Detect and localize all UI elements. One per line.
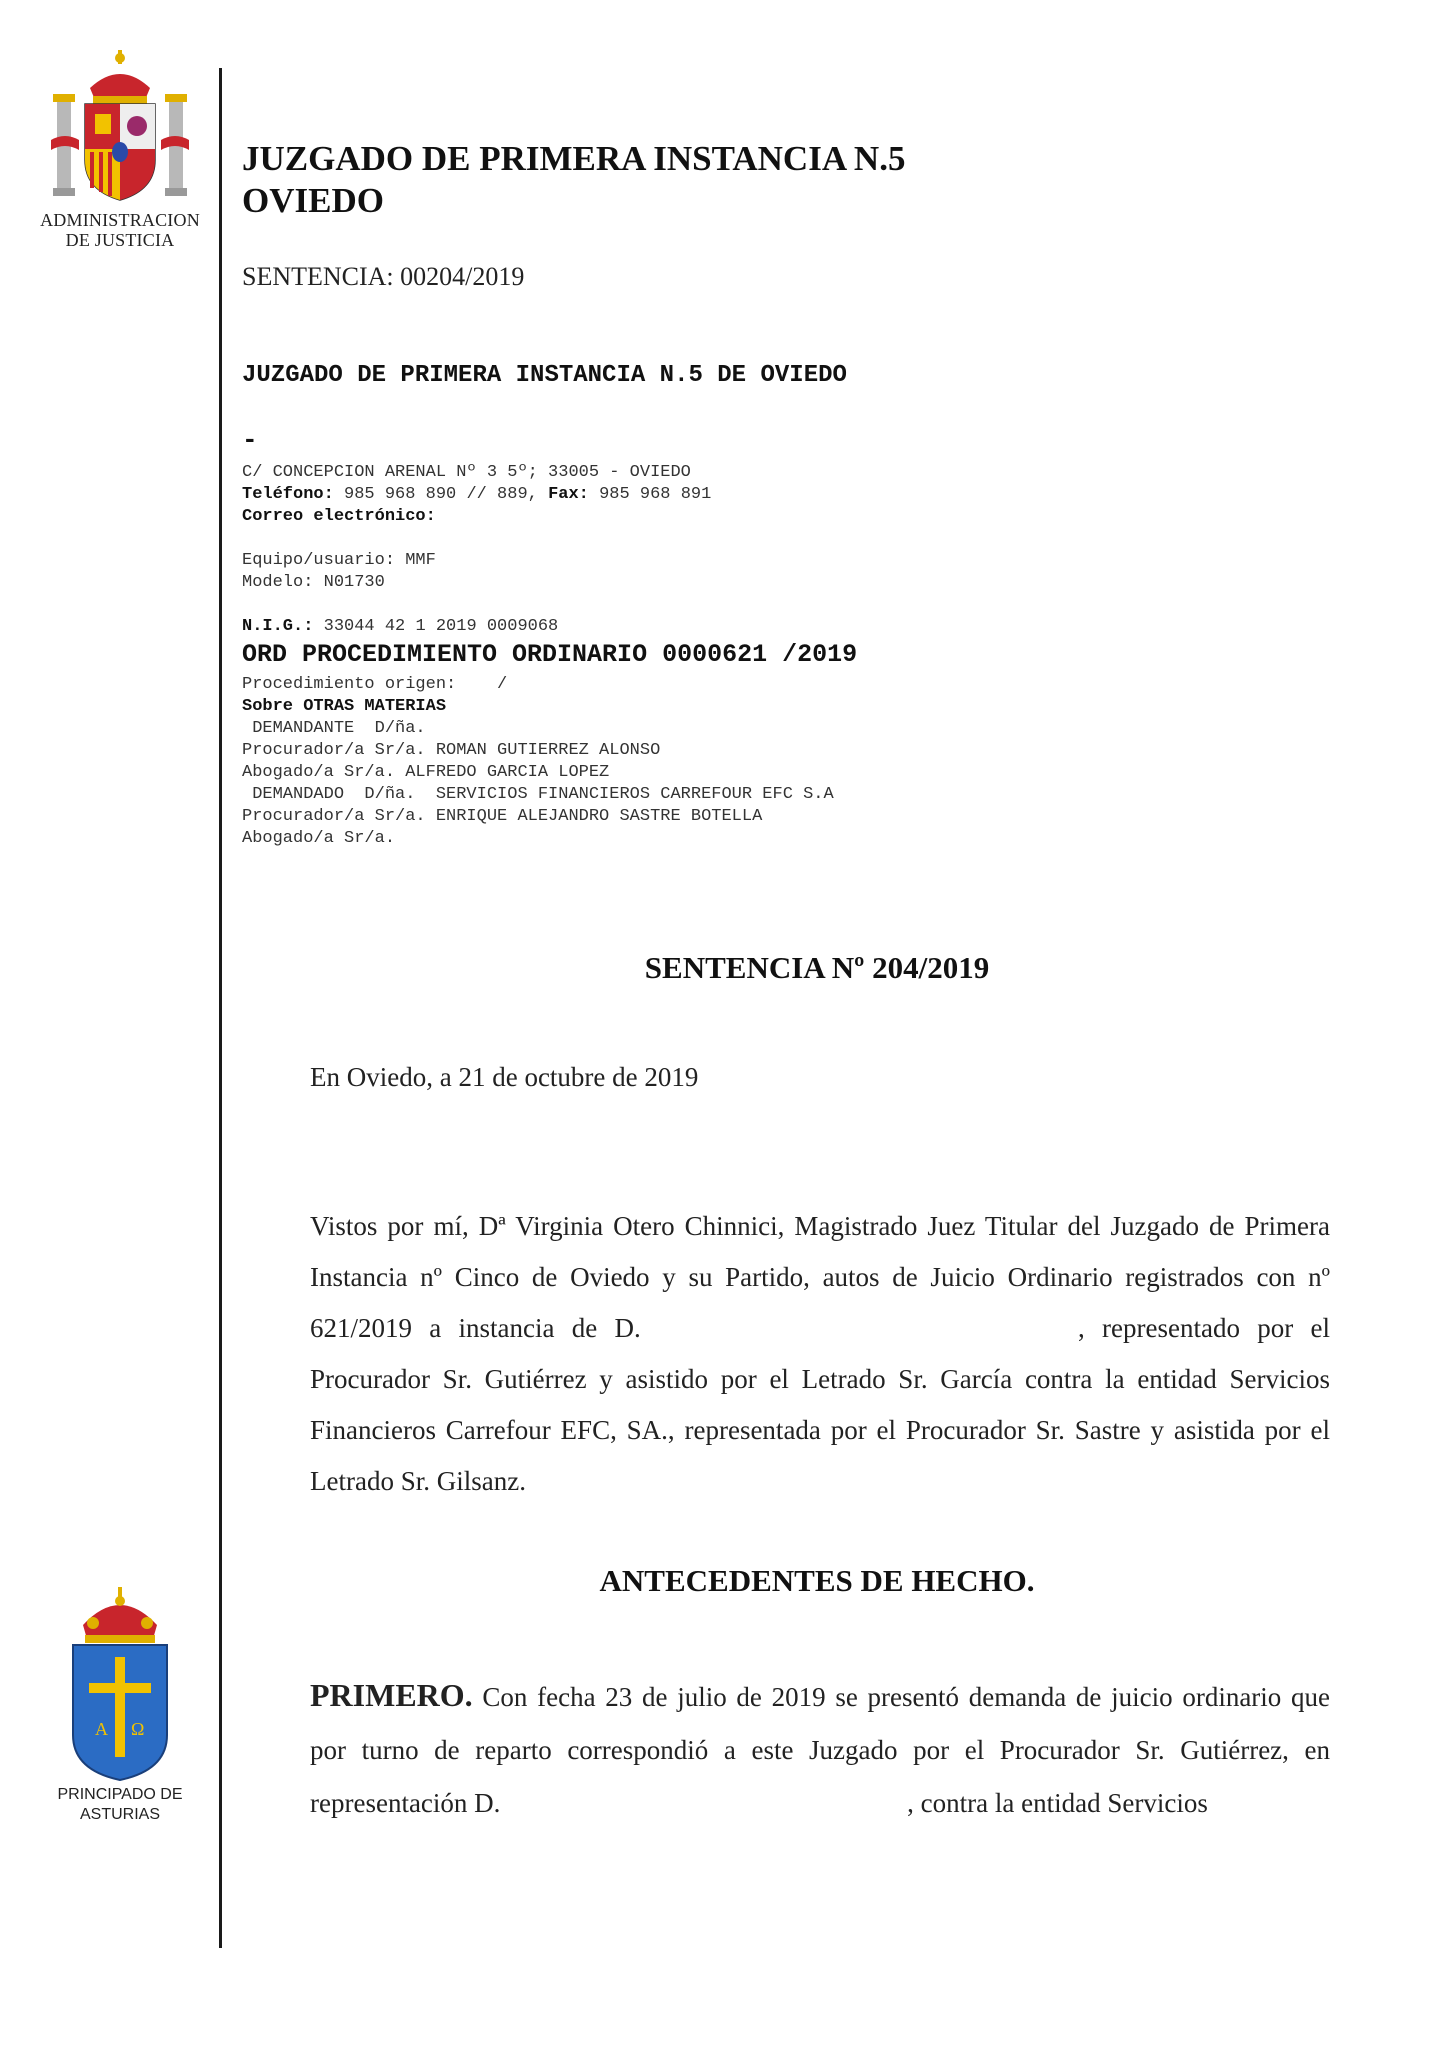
top-logo-caption-line1: ADMINISTRACION — [40, 210, 200, 230]
top-logo-caption-line2: DE JUSTICIA — [65, 230, 175, 250]
court-name-mono: JUZGADO DE PRIMERA INSTANCIA N.5 DE OVIEDO — [242, 362, 847, 389]
spain-coat-of-arms-icon — [45, 40, 195, 210]
sentence-title: SENTENCIA Nº 204/2019 — [644, 950, 990, 985]
intro-paragraph-start: Vistos por mí, Dª Virginia Otero Chinnici, Magistrado Juez Titular del Juzgado de Primera Instancia nº Cinco de Oviedo y su Partido, autos de Juicio Ordinario registrados con nº 621/2019 a instancia de D. — [310, 1211, 1330, 1343]
modelo: Modelo: N01730 — [242, 573, 385, 592]
fax-label: Fax: — [548, 485, 589, 504]
separator-dash: - — [242, 425, 258, 455]
bottom-logo-caption-line1: PRINCIPADO DE — [57, 1786, 183, 1803]
procurador-demandante: Procurador/a Sr/a. ROMAN GUTIERREZ ALONSO — [242, 741, 661, 760]
antecedentes-heading: ANTECEDENTES DE HECHO. — [599, 1563, 1035, 1598]
fax-value: 985 968 891 — [588, 485, 712, 504]
sobre-line — [242, 696, 446, 718]
procurador-demandado: Procurador/a Sr/a. ENRIQUE ALEJANDRO SASTRE BOTELLA — [242, 807, 763, 826]
primero-label: PRIMERO. — [310, 1677, 473, 1713]
bottom-logo-caption-line2: ASTURIAS — [79, 1806, 160, 1823]
demandante-line: DEMANDANTE D/ña. — [242, 719, 426, 738]
demandado-line: DEMANDADO D/ña. SERVICIOS FINANCIEROS CARREFOUR EFC S.A — [242, 785, 834, 804]
primero-start: Con fecha 23 de julio de 2019 se presentó demanda de juicio ordinario que por turno de reparto correspondió a este Juzgado por el Procurador Sr. Gutiérrez, en representación D. — [310, 1682, 1330, 1818]
equipo-usuario: Equipo/usuario: MMF — [242, 551, 436, 570]
intro-paragraph — [310, 1201, 1330, 1507]
principado-asturias-logo — [50, 1585, 190, 1835]
administracion-justicia-logo — [40, 40, 200, 250]
email-line — [242, 506, 436, 528]
procedimiento-origen: Procedimiento origen: / — [242, 675, 508, 694]
asturias-coat-of-arms-icon — [65, 1585, 175, 1785]
intro-paragraph-end: , representado por el Procurador Sr. Gutiérrez y asistido por el Letrado Sr. García contra la entidad Servicios Financieros Carrefour EFC, SA., representada por el Procurador Sr. Sastre y asistida por el Letrado Sr. Gilsanz. — [310, 1313, 1330, 1496]
svg-text:A: A — [95, 1719, 108, 1739]
court-address: C/ CONCEPCION ARENAL Nº 3 5º; 33005 - OVIEDO — [242, 463, 691, 482]
nig-line — [242, 616, 558, 638]
court-contact-line — [242, 484, 711, 506]
phone-label: Teléfono: — [242, 485, 334, 504]
phone-value: 985 968 890 // 889, — [333, 485, 549, 504]
court-title-line1: JUZGADO DE PRIMERA INSTANCIA N.5 — [242, 139, 906, 178]
court-title-line2: OVIEDO — [242, 181, 384, 220]
email-label: Correo electrónico: — [242, 507, 436, 526]
court-title — [242, 138, 905, 222]
primero-end: , contra la entidad Servicios — [907, 1788, 1208, 1818]
nig-label: N.I.G.: — [242, 617, 314, 636]
procedure-number: ORD PROCEDIMIENTO ORDINARIO 0000621 /2019 — [242, 640, 858, 669]
sobre-text: Sobre OTRAS MATERIAS — [242, 697, 447, 716]
primero-paragraph — [310, 1669, 1330, 1830]
vertical-divider — [219, 68, 222, 1948]
abogado-demandado: Abogado/a Sr/a. — [242, 829, 396, 848]
abogado-demandante: Abogado/a Sr/a. ALFREDO GARCIA LOPEZ — [242, 763, 610, 782]
svg-text:Ω: Ω — [131, 1719, 145, 1739]
date-line: En Oviedo, a 21 de octubre de 2019 — [310, 1062, 699, 1092]
nig-value: 33044 42 1 2019 0009068 — [313, 617, 559, 636]
sentencia-reference: SENTENCIA: 00204/2019 — [242, 262, 525, 291]
